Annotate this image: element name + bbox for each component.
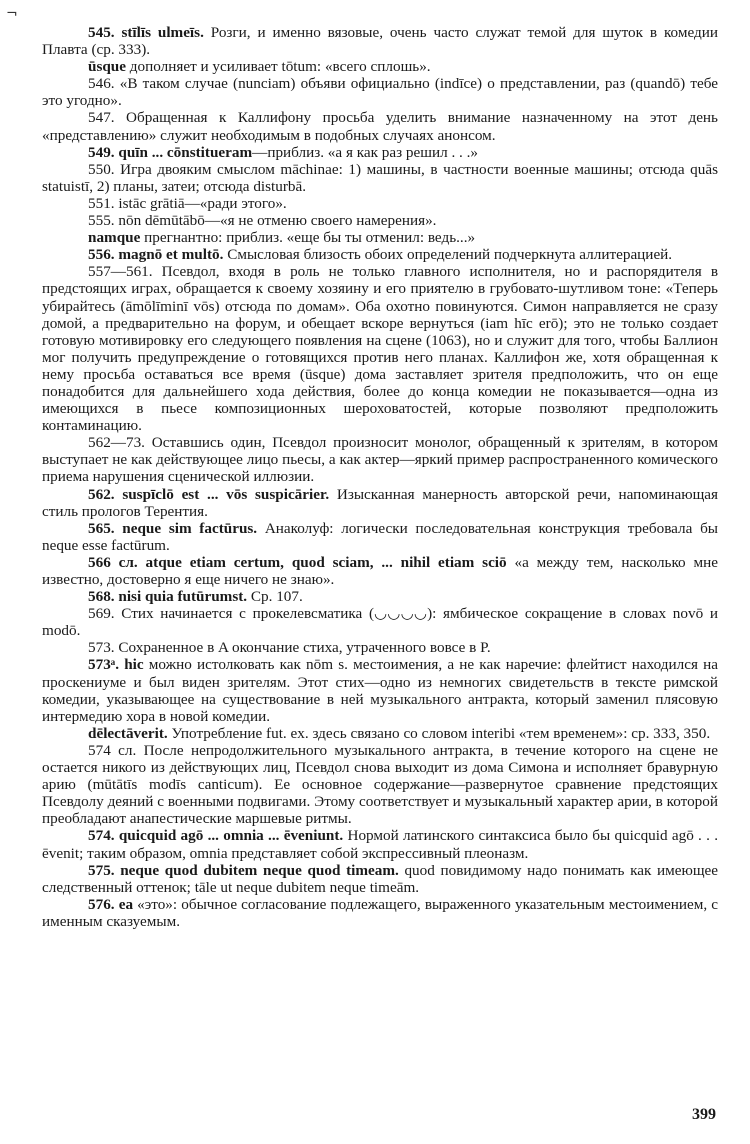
paragraph-namque	[42, 229, 718, 246]
paragraph-574-sl	[42, 742, 718, 827]
comment: 546. «В таком случае (nunciam) объяви официально (indīce) о представлении, раз (quandō) тебе это угодно».	[42, 75, 718, 110]
comment: «это»: обычное согласование подлежащего, выраженного указательным местоимением, с именным сказуемым.	[42, 895, 719, 930]
paragraph-547	[42, 109, 718, 143]
paragraph-549	[42, 144, 718, 161]
paragraph-576	[42, 896, 718, 930]
comment: Изысканная манерность авторской речи, напоминающая стиль прологов Терентия.	[42, 485, 718, 520]
lemma: 562. suspīclō est ... vōs suspicārier.	[88, 485, 330, 503]
comment: 557—561. Псевдол, входя в роль не только главного исполнителя, но и распорядителя в предстоящих играх, обращается к своему хозяину и его приятелю в грубовато-шутливом тоне: «Теперь убирайтесь (āmōlīminī vōs) отсюда по домам». Оба охотно повинуются. Симон направляется не сразу домой, а предварительно на форум, и обещает вскоре вернуться (iam hīc erō); это не только создает готовую мотивировку его следующего появления на сцене (1063), но и служит для того, чтобы Баллион мог получить предупреждение о готовящихся против него планах. Каллифон же, хотя обращенная к нему просьба оставаться все время (ūsque) дома заставляет зрителя предположить, что он еще понадобится для дальнейшего хода действия, более до конца комедии не показывается—одна из имеющихся в пьесе композиционных шероховатостей, которые позволяют предположить контаминацию.	[42, 263, 718, 435]
comment: Употребление fut. ex. здесь связано со словом interibi «тем временем»: ср. 333, 350.	[167, 724, 711, 742]
comment: «а между тем, насколько мне известно, достоверно я еще ничего не знаю».	[42, 553, 718, 588]
corner-mark: ¬	[6, 6, 18, 22]
comment: 555. nōn dēmūtābō—«я не отменю своего намерения».	[88, 212, 437, 230]
paragraph-545	[42, 24, 718, 58]
comment: Нормой латинского синтаксиса было бы quicquid agō . . . ēvenit; таким образом, omnia представляет собой экспрессивный плеоназм.	[42, 827, 718, 862]
lemma: 565. neque sim factūrus.	[88, 519, 258, 537]
paragraph-556	[42, 246, 718, 263]
paragraph-568	[42, 588, 718, 605]
paragraph-574	[42, 827, 718, 861]
comment: Анаколуф: логически последовательная конструкция требовала бы neque esse factūrum.	[42, 519, 718, 554]
comment: 550. Игра двояким смыслом māchinae: 1) машины, в частности военные машины; отсюда quās statuistī, 2) планы, затеи; отсюда disturbā.	[42, 160, 718, 195]
lemma: dēlectāverit.	[88, 724, 168, 742]
comment: 569. Стих начинается с прокелевсматика (◡◡◡◡): ямбическое сокращение в словах novō и modō.	[42, 605, 718, 640]
lemma: ūsque	[88, 58, 126, 76]
paragraph-562-573	[42, 434, 718, 485]
paragraph-575	[42, 862, 718, 896]
paragraph-566	[42, 554, 718, 588]
comment: Смысловая близость обоих определений подчеркнута аллитерацией.	[223, 246, 673, 264]
paragraph-569	[42, 605, 718, 639]
lemma: 574. quicquid agō ... omnia ... ēveniunt.	[88, 827, 344, 845]
comment: 573. Сохраненное в A окончание стиха, утраченного вовсе в P.	[88, 639, 491, 657]
paragraph-565	[42, 520, 718, 554]
paragraph-555	[42, 212, 718, 229]
comment: можно истолковать как nōm s. местоимения, а не как наречие: флейтист находился на проскениуме и был виден зрителям. Этот стих—одно из немногих свидетельств в тексте римской комедии, указывающее на существование в ней музыкального антракта, который заменил плясовую интермедию хора в новой комедии.	[42, 656, 718, 725]
commentary-text	[42, 24, 718, 930]
lemma: 566 сл. atque etiam certum, quod sciam, ... nihil etiam sciō	[88, 553, 507, 571]
paragraph-562	[42, 486, 718, 520]
comment: Ср. 107.	[247, 588, 303, 606]
lemma: 575. neque quod dubitem neque quod timeam.	[88, 861, 399, 879]
paragraph-557-561	[42, 263, 718, 434]
comment: 551. istāc grātiā—«ради этого».	[88, 194, 287, 212]
comment: quod повидимому надо понимать как имеющее следственный оттенок; tāle ut neque dubitem neque timeām.	[42, 861, 718, 896]
paragraph-551	[42, 195, 718, 212]
comment: Розги, и именно вязовые, очень часто служат темой для шуток в комедии Плавта (ср. 333).	[42, 24, 718, 59]
paragraph-573a	[42, 656, 718, 724]
paragraph-550	[42, 161, 718, 195]
paragraph-usque	[42, 58, 718, 75]
lemma: 545. stīlīs ulmeīs.	[88, 24, 204, 41]
lemma: 556. magnō et multō.	[88, 246, 224, 264]
paragraph-573	[42, 639, 718, 656]
comment: —приблиз. «а я как раз решил . . .»	[252, 143, 479, 161]
paragraph-delectaverit	[42, 725, 718, 742]
lemma: 568. nisi quia futūrumst.	[88, 588, 248, 606]
lemma: 549. quīn ... cōnstitueram	[88, 143, 253, 161]
comment: 574 сл. После непродолжительного музыкального антракта, в течение которого на сцене не остается никого из действующих лиц, Псевдол снова выходит из дома Симона и исполняет бравурную арию (mūtātīs modīs canticum). Ее основное содержание—развернутое сравнение предстоящих Псевдолу деяний с военными подвигами. Этому соответствует и музыкальный характер арии, в которой преобладают анапестические маршевые ритмы.	[42, 741, 718, 828]
lemma: 573ᵃ. hic	[88, 656, 144, 674]
comment: прегнантно: приблиз. «еще бы ты отменил: ведь...»	[140, 229, 476, 247]
page-number: 399	[692, 1106, 716, 1123]
lemma: 576. ea	[88, 895, 134, 913]
paragraph-546	[42, 75, 718, 109]
lemma: namque	[88, 229, 141, 247]
comment: дополняет и усиливает tōtum: «всего сплошь».	[126, 58, 431, 76]
comment: 547. Обращенная к Каллифону просьба уделить внимание назначенному на этот день «представлению» служит необходимым в подобных случаях анонсом.	[42, 109, 718, 144]
comment: 562—73. Оставшись один, Псевдол произносит монолог, обращенный к зрителям, в котором выступает не как действующее лицо пьесы, а как актер—яркий пример распространенного комического приема нарушения сценической иллюзии.	[42, 434, 718, 486]
